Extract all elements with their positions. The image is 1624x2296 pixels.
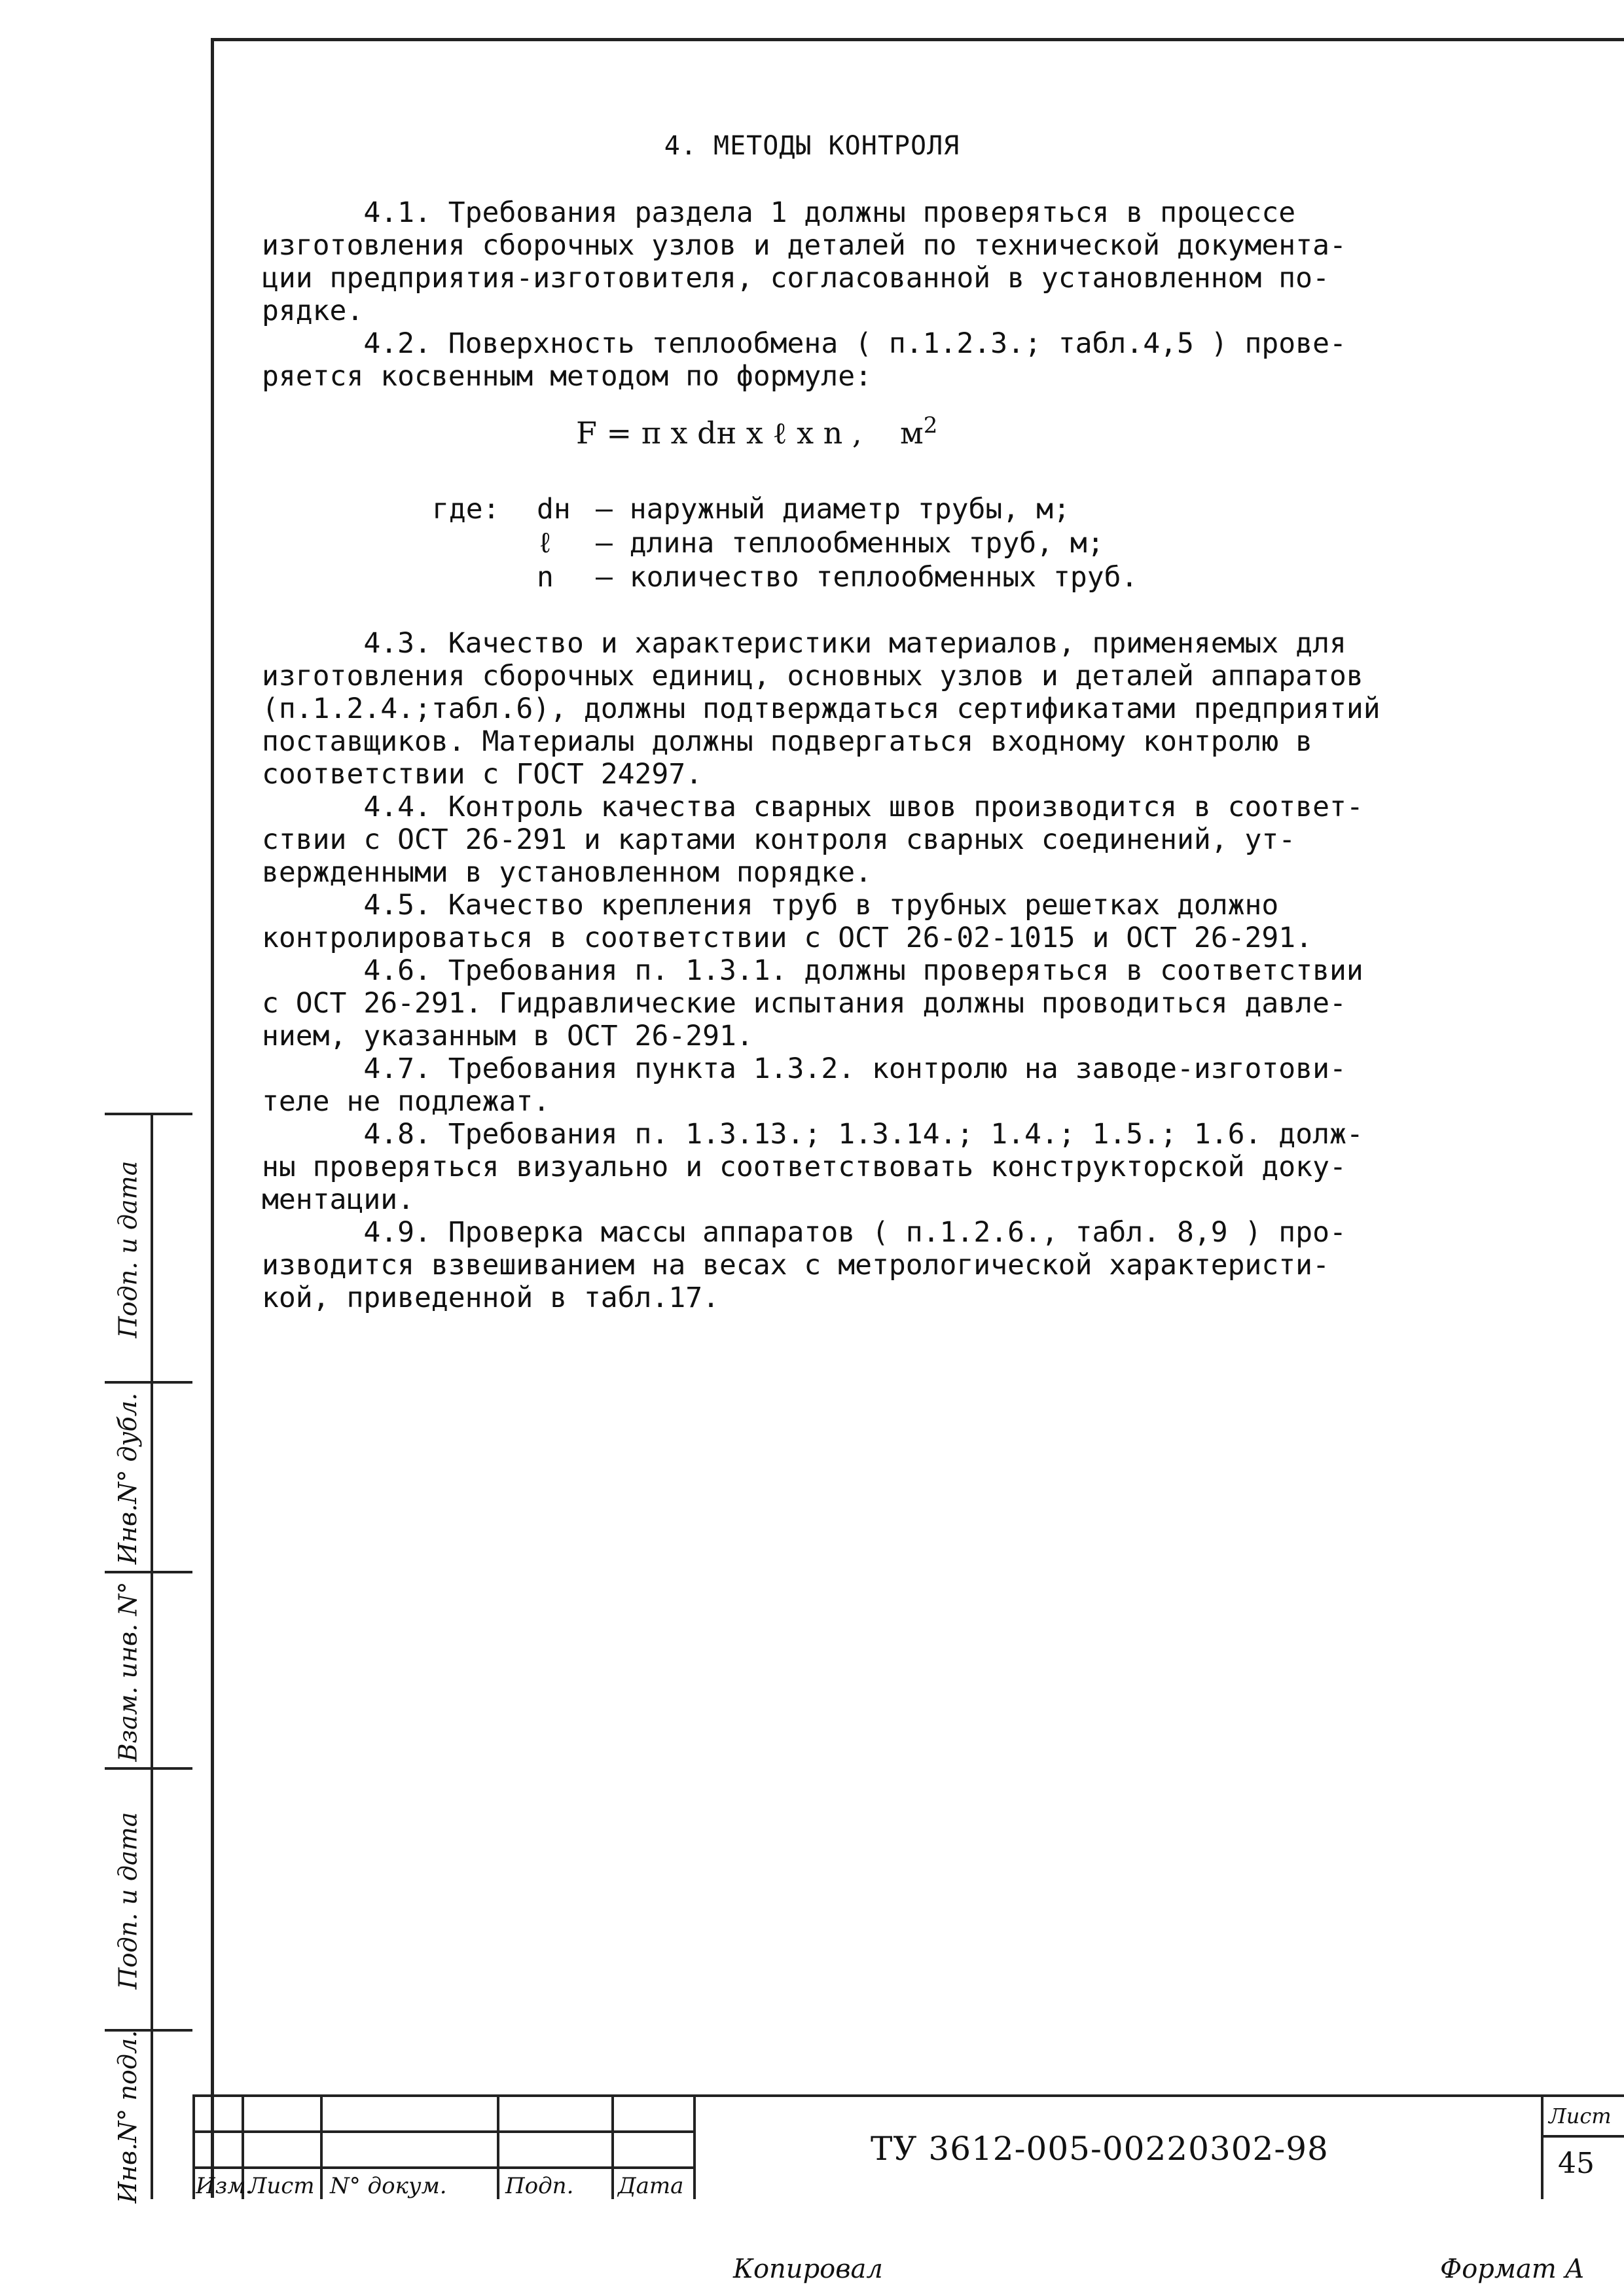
legend-symbol: n xyxy=(537,561,554,594)
format-label: Формат А xyxy=(1440,2254,1585,2284)
legend-symbol: dн xyxy=(537,493,571,526)
col-label-sign: Подп. xyxy=(505,2173,574,2199)
sheet-label: Лист xyxy=(1549,2104,1612,2128)
legend-row xyxy=(432,560,1138,594)
frame-left-border xyxy=(211,38,214,2198)
side-cell xyxy=(105,1571,192,1770)
legend-symbol: ℓ xyxy=(537,527,554,560)
side-cell xyxy=(105,1113,192,1384)
document-number: ТУ 3612-005-00220302-98 xyxy=(871,2130,1329,2168)
paragraph-4-8: 4.8. Требования п. 1.3.13.; 1.3.14.; 1.4.; 1.5.; 1.6. долж- ны проверяться визуально и соответствовать конструкторской доку- ментации. xyxy=(262,1118,1363,1216)
legend-description: – наружный диаметр трубы, м; xyxy=(596,493,1070,526)
paragraph-4-7: 4.7. Требования пункта 1.3.2. контролю на заводе-изготови- теле не подлежат. xyxy=(262,1052,1346,1118)
legend-intro: где: xyxy=(432,493,500,526)
side-cell xyxy=(105,1381,192,1573)
paragraph-4-2: 4.2. Поверхность теплообмена ( п.1.2.3.; табл.4,5 ) прове- ряется косвенным методом по формуле: xyxy=(262,327,1346,393)
side-stamp xyxy=(105,1113,192,2204)
paragraph-4-4: 4.4. Контроль качества сварных швов производится в соответ- ствии с ОСТ 26-291 и картами контроля сварных соединений, ут- вержденными в установленном порядке. xyxy=(262,791,1363,889)
side-label: Подп. и дата xyxy=(113,1160,142,1338)
formula-unit-power: 2 xyxy=(923,412,938,439)
heat-exchange-formula xyxy=(576,412,937,450)
sheet-number: 45 xyxy=(1558,2147,1595,2180)
formula-expression: F = π x dн x ℓ x n , xyxy=(576,415,862,451)
legend-row xyxy=(432,492,1138,526)
paragraph-4-5: 4.5. Качество крепления труб в трубных решетках должно контролироваться в соответствии с ОСТ 26-02-1015 и ОСТ 26-291. xyxy=(262,889,1313,954)
legend-description: – количество теплообменных труб. xyxy=(596,561,1138,594)
side-label: Взам. инв. N° xyxy=(113,1581,142,1762)
copied-label: Копировал xyxy=(733,2254,883,2284)
col-label-doc: N° докум. xyxy=(330,2173,447,2199)
paragraph-4-3: 4.3. Качество и характеристики материалов, применяемых для изготовления сборочных единиц, основных узлов и деталей аппаратов (п.1.2.4.;табл.6), должны подтверждаться сертификатами предприятий поставщиков. Материалы должны подвергаться входному контролю в соответствии с ГОСТ 24297. xyxy=(262,627,1380,791)
paragraph-4-9: 4.9. Проверка массы аппаратов ( п.1.2.6., табл. 8,9 ) про- изводится взвешиванием на весах с метрологической характеристи- кой, приведенной в табл.17. xyxy=(262,1216,1346,1314)
side-cell xyxy=(105,2029,192,2202)
col-label-change: Изм. xyxy=(196,2173,253,2199)
side-label: Инв.N° подл. xyxy=(113,2030,142,2204)
formula-legend xyxy=(432,492,1138,594)
side-label: Инв.N° дубл. xyxy=(113,1392,143,1565)
paragraph-4-6: 4.6. Требования п. 1.3.1. должны проверяться в соответствии с ОСТ 26-291. Гидравлические испытания должны проводиться давле- нием, указанным в ОСТ 26-291. xyxy=(262,954,1363,1052)
section-title: 4. МЕТОДЫ КОНТРОЛЯ xyxy=(664,131,960,161)
col-label-date: Дата xyxy=(618,2173,684,2199)
formula-unit: м xyxy=(900,415,924,451)
col-label-sheet: Лист xyxy=(248,2173,315,2199)
paragraph-4-1: 4.1. Требования раздела 1 должны проверяться в процессе изготовления сборочных узлов и деталей по технической документа- ции предприятия-изготовителя, согласованной в установленном по- рядке. xyxy=(262,196,1346,327)
legend-row xyxy=(432,526,1138,560)
legend-description: – длина теплообменных труб, м; xyxy=(596,527,1104,560)
side-label: Подп. и дата xyxy=(113,1812,142,1990)
frame-top-border xyxy=(211,38,1624,41)
side-cell xyxy=(105,1767,192,2032)
